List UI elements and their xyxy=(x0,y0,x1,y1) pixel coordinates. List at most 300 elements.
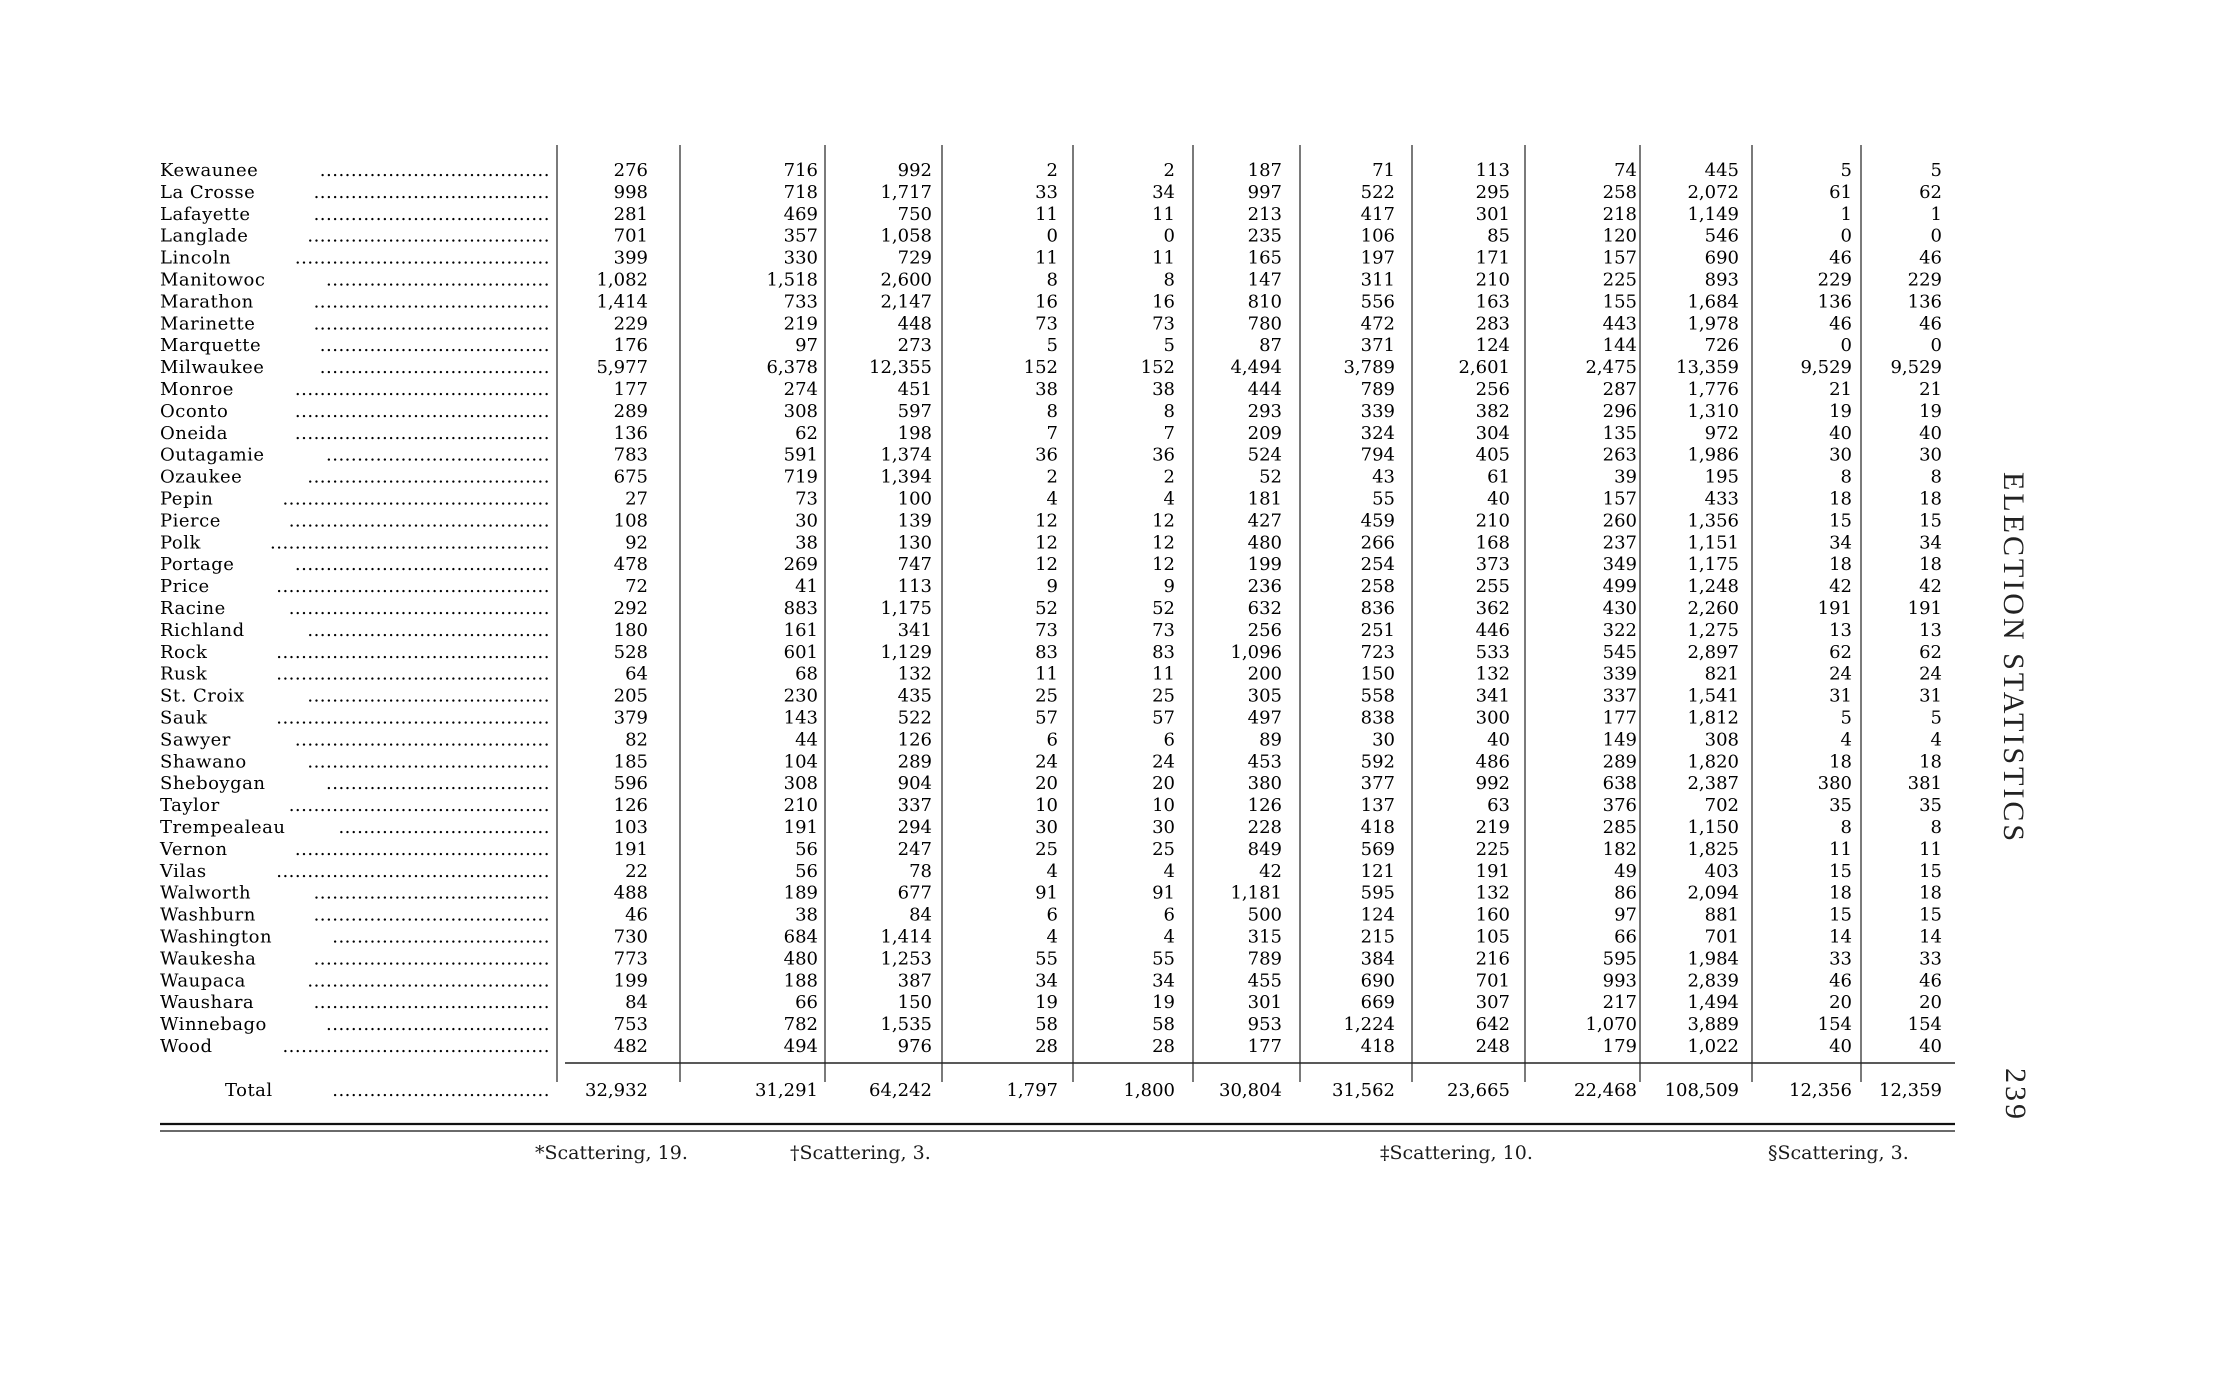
cell-value: 56 xyxy=(795,838,818,860)
leader-dots: ................................... xyxy=(332,1080,550,1101)
cell-value: 16 xyxy=(1035,291,1058,313)
cell-value: 1,717 xyxy=(880,181,932,203)
cell-value: 22 xyxy=(625,860,648,882)
county-name: Sawyer xyxy=(160,729,231,751)
leader-dots: ............................................ xyxy=(276,707,550,729)
cell-value: 287 xyxy=(1602,379,1637,400)
cell-value: 1,414 xyxy=(596,291,648,313)
leader-dots: .................................. xyxy=(338,817,550,838)
leader-dots: ............................................ xyxy=(276,663,550,685)
cell-value: 455 xyxy=(1247,970,1282,992)
cell-value: 379 xyxy=(613,707,648,729)
county-name: Sheboygan xyxy=(160,773,266,795)
cell-value: 718 xyxy=(783,181,818,203)
cell-value: 149 xyxy=(1602,729,1637,751)
cell-value: 85 xyxy=(1487,225,1510,247)
cell-value: 904 xyxy=(897,773,932,795)
cell-value: 230 xyxy=(783,685,818,707)
cell-value: 199 xyxy=(1247,554,1282,576)
cell-value: 4 xyxy=(1163,488,1175,510)
cell-value: 18 xyxy=(1829,751,1852,773)
cell-value: 136 xyxy=(1817,291,1852,313)
cell-value: 269 xyxy=(783,554,818,576)
cell-value: 191 xyxy=(613,838,648,860)
cell-value: 251 xyxy=(1360,619,1395,641)
total-value: 12,359 xyxy=(1879,1080,1942,1101)
cell-value: 84 xyxy=(909,904,932,926)
cell-value: 4 xyxy=(1163,860,1175,882)
cell-value: 247 xyxy=(897,838,932,860)
cell-value: 380 xyxy=(1247,773,1282,795)
cell-value: 1,812 xyxy=(1687,707,1739,729)
cell-value: 596 xyxy=(613,773,648,795)
cell-value: 427 xyxy=(1247,510,1282,532)
cell-value: 33 xyxy=(1919,948,1942,970)
cell-value: 113 xyxy=(1475,160,1510,181)
cell-value: 2,839 xyxy=(1687,970,1739,992)
cell-value: 2 xyxy=(1163,466,1175,488)
cell-value: 4 xyxy=(1930,729,1942,751)
cell-value: 1,374 xyxy=(880,444,932,466)
cell-value: 68 xyxy=(795,663,818,685)
cell-value: 58 xyxy=(1035,1014,1058,1036)
cell-value: 2,475 xyxy=(1585,357,1637,379)
cell-value: 5 xyxy=(1163,335,1175,357)
cell-value: 83 xyxy=(1035,641,1058,663)
cell-value: 34 xyxy=(1152,181,1175,203)
cell-value: 150 xyxy=(1360,663,1395,685)
cell-value: 86 xyxy=(1614,882,1637,904)
cell-value: 180 xyxy=(613,619,648,641)
leader-dots: ......................................... xyxy=(294,729,550,751)
cell-value: 387 xyxy=(897,970,932,992)
county-name: Waupaca xyxy=(160,970,246,992)
cell-value: 446 xyxy=(1475,619,1510,641)
cell-value: 733 xyxy=(783,291,818,313)
total-value: 1,797 xyxy=(1006,1080,1058,1101)
county-name: Oneida xyxy=(160,422,229,444)
county-name: Sauk xyxy=(160,707,208,729)
cell-value: 1,820 xyxy=(1687,751,1739,773)
cell-value: 139 xyxy=(897,510,932,532)
total-value: 31,562 xyxy=(1332,1080,1395,1101)
leader-dots: ......................................... xyxy=(294,379,550,400)
leader-dots: ....................................... xyxy=(307,685,550,707)
cell-value: 330 xyxy=(783,247,818,269)
cell-value: 124 xyxy=(1360,904,1395,926)
cell-value: 794 xyxy=(1360,444,1395,466)
leader-dots: ...................................... xyxy=(313,904,550,926)
cell-value: 46 xyxy=(1829,313,1852,335)
leader-dots: ......................................... xyxy=(294,247,550,269)
leader-dots: ............................................. xyxy=(270,532,550,554)
cell-value: 371 xyxy=(1360,335,1395,357)
cell-value: 307 xyxy=(1475,992,1510,1014)
cell-value: 690 xyxy=(1360,970,1395,992)
cell-value: 881 xyxy=(1704,904,1739,926)
cell-value: 8 xyxy=(1930,817,1942,838)
cell-value: 120 xyxy=(1602,225,1637,247)
cell-value: 20 xyxy=(1152,773,1175,795)
cell-value: 52 xyxy=(1259,466,1282,488)
cell-value: 256 xyxy=(1247,619,1282,641)
cell-value: 57 xyxy=(1035,707,1058,729)
cell-value: 500 xyxy=(1247,904,1282,926)
leader-dots: ............................................ xyxy=(276,860,550,882)
total-value: 23,665 xyxy=(1447,1080,1510,1101)
cell-value: 1,175 xyxy=(1687,554,1739,576)
cell-value: 9,529 xyxy=(1800,357,1852,379)
cell-value: 992 xyxy=(1475,773,1510,795)
cell-value: 52 xyxy=(1035,598,1058,619)
cell-value: 295 xyxy=(1475,181,1510,203)
cell-value: 780 xyxy=(1247,313,1282,335)
leader-dots: .......................................... xyxy=(288,598,550,619)
cell-value: 5 xyxy=(1930,160,1942,181)
cell-value: 849 xyxy=(1247,838,1282,860)
cell-value: 789 xyxy=(1360,379,1395,400)
leader-dots: .................................... xyxy=(326,773,550,795)
cell-value: 782 xyxy=(783,1014,818,1036)
cell-value: 380 xyxy=(1817,773,1852,795)
cell-value: 322 xyxy=(1602,619,1637,641)
cell-value: 1,248 xyxy=(1687,576,1739,598)
cell-value: 97 xyxy=(1614,904,1637,926)
cell-value: 1,978 xyxy=(1687,313,1739,335)
cell-value: 229 xyxy=(1907,269,1942,291)
cell-value: 62 xyxy=(1829,641,1852,663)
county-name: Monroe xyxy=(160,379,234,400)
cell-value: 229 xyxy=(613,313,648,335)
cell-value: 210 xyxy=(1475,510,1510,532)
cell-value: 191 xyxy=(783,817,818,838)
total-value: 32,932 xyxy=(585,1080,648,1101)
cell-value: 62 xyxy=(795,422,818,444)
cell-value: 24 xyxy=(1152,751,1175,773)
cell-value: 1 xyxy=(1840,203,1852,225)
cell-value: 1,253 xyxy=(880,948,932,970)
cell-value: 2 xyxy=(1163,160,1175,181)
cell-value: 136 xyxy=(613,422,648,444)
cell-value: 55 xyxy=(1152,948,1175,970)
county-name: Rock xyxy=(160,641,208,663)
leader-dots: ...................................... xyxy=(313,291,550,313)
leader-dots: .................................... xyxy=(326,444,550,466)
leader-dots: ...................................... xyxy=(313,882,550,904)
cell-value: 36 xyxy=(1035,444,1058,466)
cell-value: 337 xyxy=(1602,685,1637,707)
cell-value: 311 xyxy=(1360,269,1395,291)
cell-value: 1,986 xyxy=(1687,444,1739,466)
leader-dots: ............................................ xyxy=(276,641,550,663)
cell-value: 497 xyxy=(1247,707,1282,729)
cell-value: 46 xyxy=(625,904,648,926)
cell-value: 591 xyxy=(783,444,818,466)
cell-value: 684 xyxy=(783,926,818,948)
cell-value: 46 xyxy=(1829,970,1852,992)
cell-value: 40 xyxy=(1829,422,1852,444)
cell-value: 83 xyxy=(1152,641,1175,663)
cell-value: 155 xyxy=(1602,291,1637,313)
county-name: Vilas xyxy=(160,860,207,882)
cell-value: 57 xyxy=(1152,707,1175,729)
cell-value: 256 xyxy=(1475,379,1510,400)
cell-value: 12 xyxy=(1035,532,1058,554)
cell-value: 349 xyxy=(1602,554,1637,576)
cell-value: 31 xyxy=(1919,685,1942,707)
cell-value: 1,356 xyxy=(1687,510,1739,532)
cell-value: 11 xyxy=(1035,203,1058,225)
cell-value: 20 xyxy=(1035,773,1058,795)
cell-value: 2 xyxy=(1046,466,1058,488)
county-name: Langlade xyxy=(160,225,249,247)
cell-value: 482 xyxy=(613,1036,648,1057)
cell-value: 273 xyxy=(897,335,932,357)
cell-value: 121 xyxy=(1360,860,1395,882)
cell-value: 883 xyxy=(783,598,818,619)
cell-value: 1,058 xyxy=(880,225,932,247)
cell-value: 163 xyxy=(1475,291,1510,313)
county-name: Outagamie xyxy=(160,444,265,466)
cell-value: 5 xyxy=(1840,160,1852,181)
cell-value: 8 xyxy=(1163,269,1175,291)
cell-value: 5,977 xyxy=(596,357,648,379)
cell-value: 6,378 xyxy=(766,357,818,379)
leader-dots: ........................................... xyxy=(282,1036,550,1057)
cell-value: 14 xyxy=(1919,926,1942,948)
cell-value: 31 xyxy=(1829,685,1852,707)
cell-value: 1 xyxy=(1930,203,1942,225)
cell-value: 8 xyxy=(1840,817,1852,838)
cell-value: 976 xyxy=(897,1036,932,1057)
leader-dots: .................................... xyxy=(326,269,550,291)
cell-value: 789 xyxy=(1247,948,1282,970)
cell-value: 2,260 xyxy=(1687,598,1739,619)
cell-value: 209 xyxy=(1247,422,1282,444)
cell-value: 56 xyxy=(795,860,818,882)
footnote-3: ‡Scattering, 10. xyxy=(1380,1142,1533,1164)
cell-value: 62 xyxy=(1919,181,1942,203)
cell-value: 126 xyxy=(1247,795,1282,817)
cell-value: 893 xyxy=(1704,269,1739,291)
cell-value: 783 xyxy=(613,444,648,466)
cell-value: 750 xyxy=(897,203,932,225)
cell-value: 993 xyxy=(1602,970,1637,992)
cell-value: 285 xyxy=(1602,817,1637,838)
county-name: Price xyxy=(160,576,210,598)
cell-value: 179 xyxy=(1602,1036,1637,1057)
cell-value: 15 xyxy=(1829,860,1852,882)
cell-value: 488 xyxy=(613,882,648,904)
cell-value: 723 xyxy=(1360,641,1395,663)
cell-value: 690 xyxy=(1704,247,1739,269)
county-name: Vernon xyxy=(160,838,228,860)
cell-value: 34 xyxy=(1035,970,1058,992)
cell-value: 1,494 xyxy=(1687,992,1739,1014)
cell-value: 478 xyxy=(613,554,648,576)
cell-value: 337 xyxy=(897,795,932,817)
cell-value: 11 xyxy=(1152,663,1175,685)
cell-value: 4,494 xyxy=(1230,357,1282,379)
cell-value: 19 xyxy=(1152,992,1175,1014)
leader-dots: .......................................... xyxy=(288,795,550,817)
cell-value: 1,518 xyxy=(766,269,818,291)
cell-value: 132 xyxy=(1475,663,1510,685)
county-name: Marquette xyxy=(160,335,262,357)
cell-value: 266 xyxy=(1360,532,1395,554)
cell-value: 545 xyxy=(1602,641,1637,663)
cell-value: 524 xyxy=(1247,444,1282,466)
cell-value: 177 xyxy=(1602,707,1637,729)
cell-value: 97 xyxy=(795,335,818,357)
cell-value: 546 xyxy=(1704,225,1739,247)
cell-value: 403 xyxy=(1704,860,1739,882)
cell-value: 13 xyxy=(1919,619,1942,641)
cell-value: 147 xyxy=(1247,269,1282,291)
cell-value: 0 xyxy=(1840,225,1852,247)
cell-value: 1,149 xyxy=(1687,203,1739,225)
cell-value: 836 xyxy=(1360,598,1395,619)
cell-value: 46 xyxy=(1919,247,1942,269)
cell-value: 2,387 xyxy=(1687,773,1739,795)
cell-value: 72 xyxy=(625,576,648,598)
cell-value: 237 xyxy=(1602,532,1637,554)
cell-value: 4 xyxy=(1046,860,1058,882)
cell-value: 258 xyxy=(1602,181,1637,203)
cell-value: 185 xyxy=(613,751,648,773)
cell-value: 716 xyxy=(783,160,818,181)
leader-dots: ...................................... xyxy=(313,992,550,1014)
cell-value: 39 xyxy=(1614,466,1637,488)
cell-value: 66 xyxy=(1614,926,1637,948)
cell-value: 12 xyxy=(1152,554,1175,576)
cell-value: 225 xyxy=(1475,838,1510,860)
cell-value: 528 xyxy=(613,641,648,663)
cell-value: 210 xyxy=(1475,269,1510,291)
running-head: ELECTION STATISTICS xyxy=(1997,472,2030,845)
cell-value: 105 xyxy=(1475,926,1510,948)
county-name: Marathon xyxy=(160,291,254,313)
cell-value: 2 xyxy=(1046,160,1058,181)
cell-value: 6 xyxy=(1046,904,1058,926)
cell-value: 64 xyxy=(625,663,648,685)
cell-value: 381 xyxy=(1907,773,1942,795)
cell-value: 997 xyxy=(1247,181,1282,203)
cell-value: 84 xyxy=(625,992,648,1014)
cell-value: 100 xyxy=(897,488,932,510)
cell-value: 44 xyxy=(795,729,818,751)
cell-value: 198 xyxy=(897,422,932,444)
cell-value: 293 xyxy=(1247,400,1282,422)
cell-value: 638 xyxy=(1602,773,1637,795)
cell-value: 217 xyxy=(1602,992,1637,1014)
cell-value: 30 xyxy=(1152,817,1175,838)
cell-value: 9 xyxy=(1163,576,1175,598)
cell-value: 418 xyxy=(1360,1036,1395,1057)
cell-value: 642 xyxy=(1475,1014,1510,1036)
cell-value: 144 xyxy=(1602,335,1637,357)
cell-value: 46 xyxy=(1919,970,1942,992)
cell-value: 294 xyxy=(897,817,932,838)
cell-value: 8 xyxy=(1930,466,1942,488)
cell-value: 753 xyxy=(613,1014,648,1036)
cell-value: 33 xyxy=(1035,181,1058,203)
cell-value: 176 xyxy=(613,335,648,357)
cell-value: 42 xyxy=(1259,860,1282,882)
cell-value: 182 xyxy=(1602,838,1637,860)
cell-value: 40 xyxy=(1487,488,1510,510)
cell-value: 28 xyxy=(1035,1036,1058,1057)
cell-value: 300 xyxy=(1475,707,1510,729)
cell-value: 821 xyxy=(1704,663,1739,685)
cell-value: 113 xyxy=(897,576,932,598)
leader-dots: ....................................... xyxy=(307,970,550,992)
cell-value: 219 xyxy=(1475,817,1510,838)
cell-value: 160 xyxy=(1475,904,1510,926)
cell-value: 301 xyxy=(1475,203,1510,225)
cell-value: 126 xyxy=(897,729,932,751)
cell-value: 25 xyxy=(1152,685,1175,707)
cell-value: 248 xyxy=(1475,1036,1510,1057)
cell-value: 34 xyxy=(1919,532,1942,554)
cell-value: 124 xyxy=(1475,335,1510,357)
cell-value: 480 xyxy=(1247,532,1282,554)
cell-value: 18 xyxy=(1919,751,1942,773)
cell-value: 258 xyxy=(1360,576,1395,598)
cell-value: 219 xyxy=(783,313,818,335)
cell-value: 7 xyxy=(1046,422,1058,444)
cell-value: 34 xyxy=(1152,970,1175,992)
cell-value: 42 xyxy=(1919,576,1942,598)
cell-value: 28 xyxy=(1152,1036,1175,1057)
cell-value: 213 xyxy=(1247,203,1282,225)
cell-value: 292 xyxy=(613,598,648,619)
cell-value: 18 xyxy=(1919,554,1942,576)
cell-value: 210 xyxy=(783,795,818,817)
cell-value: 376 xyxy=(1602,795,1637,817)
cell-value: 63 xyxy=(1487,795,1510,817)
cell-value: 19 xyxy=(1035,992,1058,1014)
cell-value: 522 xyxy=(1360,181,1395,203)
cell-value: 499 xyxy=(1602,576,1637,598)
county-name: Trempealeau xyxy=(160,817,286,838)
cell-value: 433 xyxy=(1704,488,1739,510)
cell-value: 726 xyxy=(1704,335,1739,357)
cell-value: 18 xyxy=(1829,488,1852,510)
cell-value: 137 xyxy=(1360,795,1395,817)
cell-value: 136 xyxy=(1907,291,1942,313)
cell-value: 324 xyxy=(1360,422,1395,444)
cell-value: 78 xyxy=(909,860,932,882)
cell-value: 108 xyxy=(613,510,648,532)
cell-value: 6 xyxy=(1046,729,1058,751)
cell-value: 592 xyxy=(1360,751,1395,773)
cell-value: 15 xyxy=(1919,904,1942,926)
cell-value: 675 xyxy=(613,466,648,488)
cell-value: 469 xyxy=(783,203,818,225)
cell-value: 104 xyxy=(783,751,818,773)
cell-value: 12 xyxy=(1152,510,1175,532)
cell-value: 0 xyxy=(1840,335,1852,357)
cell-value: 0 xyxy=(1930,335,1942,357)
leader-dots: ....................................... xyxy=(307,225,550,247)
cell-value: 451 xyxy=(897,379,932,400)
leader-dots: ......................................... xyxy=(294,554,550,576)
cell-value: 30 xyxy=(795,510,818,532)
cell-value: 21 xyxy=(1919,379,1942,400)
total-value: 31,291 xyxy=(755,1080,818,1101)
cell-value: 15 xyxy=(1829,904,1852,926)
